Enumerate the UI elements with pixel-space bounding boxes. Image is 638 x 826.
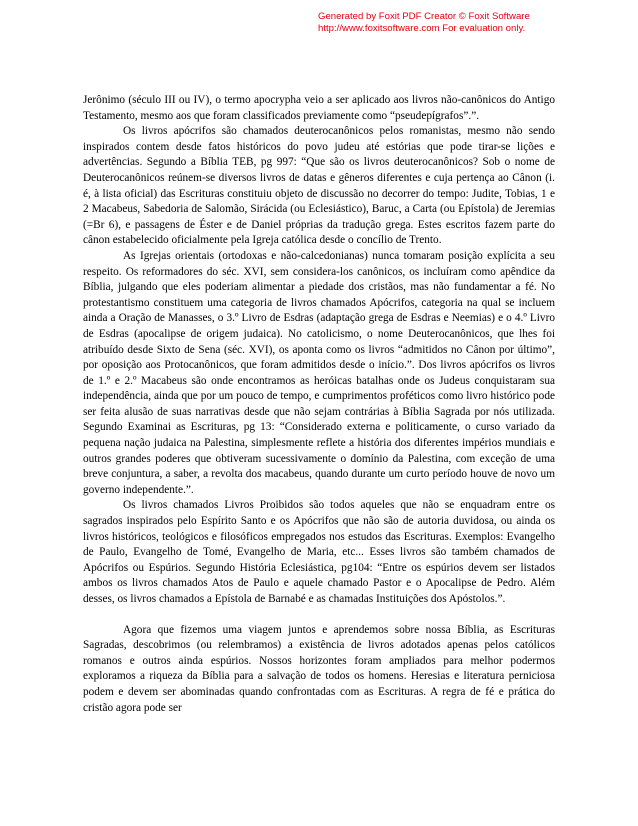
paragraph-2: Os livros apócrifos são chamados deuterocanônicos pelos romanistas, mesmo não sendo inspirados contem desde fatos históricos do povo judeu até estórias que pode tirar-se lições e advertências. Segundo a Bíblia TEB, pg 997: “Que são os livros deuterocanônicos? Sob o nome de Deuterocanônicos reúnem-se diversos livros de datas e gêneros diferentes e cuja pertença ao Cânon (i. é, à lista oficial) das Escrituras constituiu objeto de discussão no decorrer do tempo: Judite, Tobias, 1 e 2 Macabeus, Sabedoria de Salomão, Sirácida (ou Eclesiástico), Baruc, a Carta (ou Epístola) de Jeremias (=Br 6), e passagens de Éster e de Daniel próprias da tradução grega. Estes escritos fazem parte do cânon estabelecido oficialmente pela Igreja católica desde o concílio de Trento. <box>83 125 555 247</box>
paragraph-4: Os livros chamados Livros Proibidos são todos aqueles que não se enquadram entre os sagrados inspirados pelo Espírito Santo e os Apócrifos que não são de autoria duvidosa, ou ainda os livros históricos, teológicos e filosóficos empregados nos estudos das Escrituras. Exemplos: Evangelho de Paulo, Evangelho de Tomé, Evangelho de Maria, etc... Esses livros são também chamados de Apócrifos ou Espúrios. Segundo História Eclesiástica, pg104: “Entre os espúrios devem ser listados ambos os livros chamados Atos de Paulo e aquele chamado Pastor e o Apocalipse de Pedro. Além desses, os livros chamados a Epístola de Barnabé e as chamadas Instituições dos Apóstolos.”. <box>83 499 555 605</box>
paragraph-5: Agora que fizemos uma viagem juntos e aprendemos sobre nossa Bíblia, as Escrituras Sagradas, descobrimos (ou relembramos) a existência de livros adotados apenas pelos católicos romanos e outros ainda espúrios. Nossos horizontes foram ampliados para melhor podermos exploramos a riqueza da Bíblia para a salvação de todos os homens. Heresias e literatura perniciosa podem e devem ser abominadas quando confrontadas com as Escrituras. A regra de fé e prática do cristão agora pode ser <box>83 623 555 714</box>
watermark-line-1: Generated by Foxit PDF Creator © Foxit Software <box>318 11 530 22</box>
paragraph-1: Jerônimo (século III ou IV), o termo apocrypha veio a ser aplicado aos livros não-canônicos do Antigo Testamento, mesmo aos que foram classificados previamente como “pseudepígrafos”.”. <box>83 94 555 122</box>
body-text <box>83 93 555 716</box>
foxit-watermark <box>318 11 530 35</box>
paragraph-3: As Igrejas orientais (ortodoxas e não-calcedonianas) nunca tomaram posição explícita a seu respeito. Os reformadores do séc. XVI, sem considera-los canônicos, os incluíram como apêndice da Bíblia, julgando que eles poderiam alimentar a piedade dos cristãos, mas não fundamentar a fé. No protestantismo constituem uma categoria de livros chamados Apócrifos, categoria na qual se incluem ainda a Oração de Manasses, o 3.º Livro de Esdras (adaptação grega de Esdras e Neemias) e o 4.º Livro de Esdras (apocalipse de origem judaica). No catolicismo, o nome Deuterocanônicos, que lhes foi atribuído desde Sixto de Sena (séc. XVI), os aponta como os livros “admitidos no Cânon por último”, por oposição aos Protocanônicos, que foram admitidos desde o início.”. Dos livros apócrifos os livros de 1.º e 2.º Macabeus são onde encontramos as heróicas batalhas onde os Judeus conquistaram sua independência, ainda que por um pouco de tempo, e cumprimentos proféticos como livro histórico pode ser feita alusão de suas narrativas desde que não sejam contrárias à Bíblia Sagrada por nós utilizada. Segundo Examinai as Escrituras, pg 13: “Considerado externa e politicamente, o curso variado da pequena nação judaica na Palestina, simplesmente reflete a história dos diferentes impérios mundiais e outros grandes poderes que obtiveram sucessivamente o domínio da Palestina, com exceção de uma breve conjuntura, a saber, a revolta dos macabeus, quando durante um curto período houve de novo um governo independente.”. <box>83 249 555 496</box>
watermark-line-2: http://www.foxitsoftware.com For evaluation only. <box>318 23 526 34</box>
